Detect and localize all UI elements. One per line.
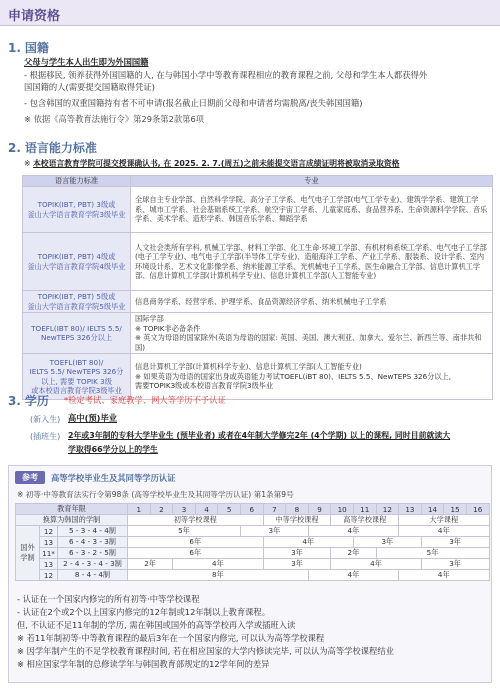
year-cell: 3 xyxy=(173,504,196,515)
level-cell: TOEFL(IBT 80)/ IELTS 5.5/ NewTEPS 326分 以上, 需要 TOPIK 3级 或本校语言教育学院3级毕业 xyxy=(23,354,131,400)
reference-note-2: - 认证在2个或2个以上国家内修完的12年制或12年制以上教育课程。 xyxy=(17,607,271,617)
table-row xyxy=(23,291,493,313)
span-cell: 4年 xyxy=(399,570,489,581)
table-row xyxy=(16,548,490,559)
span-cell: 4年 xyxy=(263,537,353,548)
nationality-line-3: - 包含韩国的双重国籍持有者不可申请(报名截止日期前父母和申请者均需脱离/丧失韩国国籍) xyxy=(24,98,363,108)
year-cell: 1 xyxy=(128,504,151,515)
transfer-tag: (插班生) xyxy=(30,432,61,441)
table-row xyxy=(16,537,490,548)
section-education-heading xyxy=(8,392,49,409)
level-cell: TOEFL(IBT 80)/ IELTS 5.5/ NewTEPS 326分以上 xyxy=(23,313,131,354)
major-cell: 国际学部 ※ TOPIK非必备条件 ※ 英文为母语的国家除外(英语为母语的国家: 英国、美国、澳大利亚、加拿大、爱尔兰、新西兰等、南非共和国) xyxy=(131,313,493,354)
nationality-line-2: 国国籍的人(需要提交国籍取得凭证) xyxy=(24,82,155,92)
year-cell: 8 xyxy=(286,504,309,515)
table-header-level: 语言能力标准 xyxy=(23,176,131,187)
freshman-requirement: 高中(预)毕业 xyxy=(68,413,118,423)
table-row xyxy=(16,526,490,537)
page-title: 申请资格 xyxy=(8,9,61,24)
table-row xyxy=(16,570,490,581)
transfer-requirement-line-1: 2年或3年制的专科大学毕业生 (预毕业者) 或者在4年制大学修完2年 (4个学期) 以上的课程, 同时目前就读大 xyxy=(68,431,451,440)
language-note xyxy=(24,158,399,169)
span-cell: 2年 xyxy=(128,559,173,570)
year-cell: 2 xyxy=(150,504,173,515)
span-cell: 6年 xyxy=(128,548,264,559)
nationality-line-1: - 根据移民, 领养获得外国国籍的人, 在与韩国小学中等教育课程相应的教育课程之前, 父母和学生本人都获得外 xyxy=(24,70,428,80)
years-row xyxy=(16,504,490,515)
scheme-cell: 8 - 4 - 4制 xyxy=(58,570,128,581)
language-note-prefix: ※ xyxy=(24,159,34,168)
table-row xyxy=(23,187,493,233)
year-cell: 15 xyxy=(444,504,467,515)
language-table xyxy=(22,175,493,400)
reference-note-6: ※ 相应国家学年制的总修读学年与韩国教育部规定的12学年间的差异 xyxy=(17,659,270,669)
scheme-cell: 6 - 4 - 3 - 3制 xyxy=(58,537,128,548)
table-row xyxy=(23,233,493,291)
reference-law: ※ 初等·中等教育法实行令第98条 (高等学校毕业生及其同等学历认证) 第1条第9号 xyxy=(17,490,294,499)
total-years-cell: 12 xyxy=(40,526,58,537)
span-cell: 2年 xyxy=(331,548,376,559)
level-cell: TOPIK(IBT, PBT) 4级或 釜山大学语言教育学院4级毕业 xyxy=(23,233,131,291)
year-cell: 12 xyxy=(376,504,399,515)
scheme-cell: 2 - 4 - 3 - 4 - 3制 xyxy=(58,559,128,570)
stage-cell: 初等学校课程 xyxy=(128,515,264,526)
section-title: 语言能力标准 xyxy=(24,141,97,155)
reference-note-1: - 认证在一个国家内修完的所有初等·中等学校课程 xyxy=(17,594,200,604)
year-cell: 11 xyxy=(353,504,376,515)
span-cell: 6年 xyxy=(128,537,264,548)
year-cell: 9 xyxy=(308,504,331,515)
section-number: 1. xyxy=(8,41,21,55)
reference-badge: 参考 xyxy=(15,471,45,484)
year-cell: 14 xyxy=(421,504,444,515)
reference-box xyxy=(8,465,492,683)
major-cell: 信息计算机工学部(计算机科学专业)、信息计算机工学部(人工智能专业) ※ 如果英语为母语的国家出身或英语能力考试TOEFL(iBT 80)、IELTS 5.5、NewTEPS 326分以上, 需要TOPIK3级或本校语言教育学院3级毕业 xyxy=(131,354,493,400)
level-cell: TOPIK(IBT, PBT) 3级或 釜山大学语言教育学院3级毕业 xyxy=(23,187,131,233)
span-cell: 5年 xyxy=(128,526,241,537)
table-row xyxy=(23,313,493,354)
span-cell: 3年 xyxy=(421,559,489,570)
year-cell: 13 xyxy=(399,504,422,515)
span-cell: 3年 xyxy=(240,526,308,537)
section-language-heading xyxy=(8,139,97,156)
span-cell: 3年 xyxy=(353,537,421,548)
nationality-law-note: ※ 依据《高等教育法施行令》第29条第2款第6项 xyxy=(24,114,205,124)
major-cell: 全球自主专业学部、自然科学学院、高分子工学系、电气电子工学部(电气工学专业)、建筑学学系、建筑工学系、城市工学系、社会基础系统工学系、航空宇宙工学系、儿童家庭系、食品营养系、生命资源科学学院、音乐学系、美术学系、造形学系、韩国音乐学系、舞蹈学系 xyxy=(131,187,493,233)
stage-cell: 高等学校课程 xyxy=(331,515,399,526)
span-cell: 4年 xyxy=(308,526,398,537)
year-cell: 16 xyxy=(466,504,489,515)
reference-note-5: ※ 因学年制产生的不足学校教育课程时间, 若在相应国家的大学内修读完毕, 可以认为高等学校课程结业 xyxy=(17,646,394,656)
year-cell: 6 xyxy=(240,504,263,515)
years-header-label: 教育年限 xyxy=(16,504,128,515)
table-row xyxy=(16,559,490,570)
scheme-cell: 5 - 3 - 4 - 4制 xyxy=(58,526,128,537)
section-number: 3. xyxy=(8,394,21,408)
major-cell: 信息商务学系、经营学系、护理学系、食品资源经济学系、纳米机械电子工学系 xyxy=(131,291,493,313)
total-years-cell: 13 xyxy=(40,537,58,548)
year-cell: 4 xyxy=(195,504,218,515)
span-cell: 8年 xyxy=(128,570,309,581)
table-header-major: 专业 xyxy=(131,176,493,187)
education-system-table xyxy=(15,503,490,581)
foreign-system-label: 国外 学制 xyxy=(16,526,40,581)
language-note-text: 本校语言教育学院可提交授课确认书, 在 2025. 2. 7.(周五)之前未能提交语言成绩证明将被取消录取资格 xyxy=(33,159,400,168)
section-number: 2. xyxy=(8,141,21,155)
table-row xyxy=(23,354,493,400)
major-cell: 人文社会类所有学科, 机械工学部、材料工学部、化工生命·环境工学部、有机材料系统工学系、电气电子工学部(电子工学专业)、电气电子工学部(半导体工学专业)、造船海洋工学系、产业工学系、服装系、设计学系、室内环境设计系、艺术文化影像学系、纳米能源工学系、光机械电子工学系、医生命融合工学部、信息计算机工学部、信息计算机工学部(计算机科学专业)、信息计算机工学部(人工智能专业) xyxy=(131,233,493,291)
title-bar xyxy=(0,0,500,26)
korean-system-label: 换算为韩国的学制 xyxy=(16,515,128,526)
span-cell: 4年 xyxy=(173,559,263,570)
span-cell: 3年 xyxy=(421,537,489,548)
year-cell: 10 xyxy=(331,504,354,515)
span-cell: 4年 xyxy=(308,570,398,581)
year-cell: 7 xyxy=(263,504,286,515)
reference-note-3: 但, 不认证不足11年制的学历, 需在韩国或国外的高等学校再入学或插班入读 xyxy=(17,620,296,630)
total-years-cell: 13 xyxy=(40,559,58,570)
level-cell: TOPIK(IBT, PBT) 5级或 釜山大学语言教育学院5级毕业 xyxy=(23,291,131,313)
section-title: 国籍 xyxy=(24,41,49,55)
scheme-cell: 6 - 3 - 2 - 5制 xyxy=(58,548,128,559)
span-cell: 4年 xyxy=(331,559,421,570)
span-cell: 3年 xyxy=(263,548,331,559)
reference-title: 高等学校毕业生及其同等学历认证 xyxy=(51,473,176,483)
transfer-requirement-line-2: 学取得66学分以上的学生 xyxy=(68,445,158,454)
span-cell: 3年 xyxy=(263,559,331,570)
section-title: 学历 xyxy=(24,394,49,408)
nationality-subtitle: 父母与学生本人出生即为外国国籍 xyxy=(24,57,149,67)
span-cell: 5年 xyxy=(376,548,489,559)
section-nationality-heading xyxy=(8,39,49,56)
stage-cell: 中等学校课程 xyxy=(263,515,331,526)
education-note: *检定考试、家庭教学、网大等学历不予认证 xyxy=(64,395,226,405)
total-years-cell: 12 xyxy=(40,570,58,581)
reference-note-4: ※ 若11年制初等·中等教育课程的最后3年在一个国家内修完, 可以认为高等学校课程 xyxy=(17,633,325,643)
span-cell: 4年 xyxy=(399,526,489,537)
stage-cell: 大学课程 xyxy=(399,515,489,526)
total-years-cell: 11* xyxy=(40,548,58,559)
stages-row xyxy=(16,515,490,526)
freshman-tag: (新入生) xyxy=(30,415,61,424)
year-cell: 5 xyxy=(218,504,241,515)
